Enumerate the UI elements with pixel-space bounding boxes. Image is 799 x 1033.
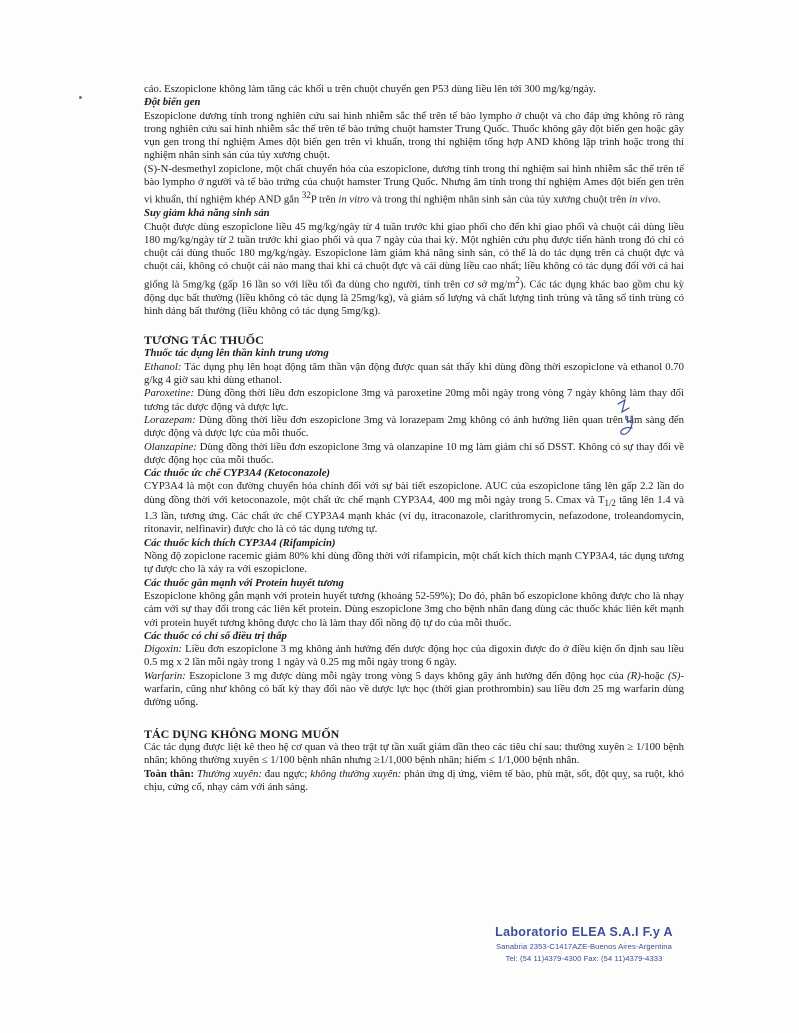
text-run: và trong thí nghiệm nhân sinh sản của tủy xương chuột trên: [369, 193, 630, 206]
narrow-index-heading: Các thuốc có chỉ số điều trị thấp: [144, 629, 287, 642]
adverse-effects-heading: TÁC DỤNG KHÔNG MONG MUỐN: [144, 726, 340, 741]
drug-interactions-heading: TƯƠNG TÁC THUỐC: [144, 333, 264, 348]
text-run: Chuột được dùng eszopiclone liều 45 mg/kg/ngày từ 4 tuần trước khi giao phối cho đến khi giao phối và chuột cái dùng liều 180 mg/kg/ngày từ 2 tuần trước khi giao phối và qua 7 ngày của thai kỳ. Một nghiên cứu phụ được tiến hành trong đó chỉ có chuột cái dùng thuốc 180 mg/kg/ngày. Eszopiclone làm giảm khả năng sinh sản, có thể là do tác dụng trên cả chuột đực và chuột cái, không có chuột cái nào mang thai khi cả chuột đực và cái dùng liều cao nhất; liều không có tác dụng đối với cả hai giống là 5mg/kg (gấp 16 lần so với liều tối đa dùng cho người, tính trên cơ sở mg/m: [144, 220, 684, 291]
fertility-paragraph: [144, 221, 684, 319]
cyp3a4-inhibitors-heading: Các thuốc ức chế CYP3A4 (Ketoconazole): [144, 467, 330, 480]
text-run: Tác dụng phụ lên hoạt động tâm thần vận động được quan sát thấy khi dùng đồng thời eszopiclone và ethanol 0.70 g/kg 4 giờ sau khi dùng ethanol.: [144, 360, 684, 387]
company-stamp: [474, 925, 694, 963]
paroxetine-paragraph: [144, 387, 684, 414]
text-run: -hoặc: [640, 669, 668, 682]
text-run: Dùng đồng thời liều đơn eszopiclone 3mg và olanzapine 10 mg làm giảm chỉ số DSST. Không có sự thay đổi về dược động học của mỗi thuốc.: [144, 440, 684, 466]
text-run: đau ngực;: [261, 767, 311, 780]
frequency-label: Thường xuyên:: [196, 767, 262, 780]
fertility-heading: Suy giảm khả năng sinh sản: [144, 207, 270, 220]
stamp-address: Sanabria 2353-C1417AZE-Buenos Aires-Argentina: [496, 942, 672, 951]
superscript: 32: [301, 190, 311, 201]
text-run: .: [657, 193, 661, 206]
text-run: -warfarin, cũng như không có bất kỳ thay đổi nào về dược lực học (thời gian prothrombin) sau liều đơn 25 mg warfarin dùng đường uống.: [144, 669, 684, 709]
stamp-phone-fax: Tel: (54 11)4379-4300 Fax: (54 11)4379-4333: [505, 954, 663, 963]
protein-binding-paragraph: Eszopiclone không gắn mạnh với protein huyết tương (khoảng 52-59%); Do đó, phân bố eszopiclone không được cho là nhạy cảm với sự thay đổi trong các liên kết protein. Dùng eszopiclone 3mg cho bệnh nhân đang dùng các thuốc khác liên kết mạnh với protein huyết tương không được cho là làm thay đổi nồng độ tự do của mỗi thuốc.: [144, 589, 684, 629]
drug-label: Olanzapine:: [144, 440, 197, 453]
text-run: ). Các tác dụng khác bao gồm chu kỳ động dục bất thường (liều không có tác dụng là 25mg/kg), và giảm số lượng và chất lượng tinh trùng và tăng số tinh trùng có hình dáng bất thường (liều không có tác dụng 5mg/kg).: [144, 278, 685, 317]
handwritten-signature: [612, 396, 646, 440]
in-vitro-term: in vitro: [338, 193, 370, 206]
cyp3a4-inhibitors-paragraph: [144, 480, 684, 536]
enantiomer-s: (S): [667, 669, 681, 682]
text-run: Dùng đồng thời liều đơn eszopiclone 3mg và lorazepam 2mg không có ảnh hưởng liên quan trên lâm sàng đến dược động và dược lực của mỗi thuốc.: [144, 413, 684, 440]
olanzapine-paragraph: [144, 441, 684, 468]
protein-binding-heading: Các thuốc gắn mạnh với Protein huyết tương: [144, 576, 344, 589]
cns-drugs-heading: Thuốc tác dụng lên thần kinh trung ương: [144, 347, 329, 360]
in-vivo-term: in vivo: [629, 193, 658, 206]
system-label: Toàn thân:: [144, 767, 195, 780]
cyp3a4-inducers-heading: Các thuốc kích thích CYP3A4 (Rifampicin): [144, 536, 336, 549]
adverse-effects-intro: Các tác dụng được liệt kê theo hệ cơ quan và theo trật tự tần xuất giảm dần theo các tiêu chí sau: thường xuyên ≥ 1/100 bệnh nhân; không thường xuyên ≤ 1/100 bệnh nhân nhưng ≥1/1,000 bệnh nhân; hiếm ≤ 1/1,000 bệnh nhân.: [144, 740, 684, 767]
enantiomer-r: (R): [627, 669, 641, 682]
text-run: Liều đơn eszopiclone 3 mg không ảnh hưởng đến dược động học của digoxin được đo ở điều kiện ổn định sau liều 0.5 mg x 2 lần mỗi ngày trong 1 ngày và 0.25 mg mỗi ngày trong 6 ngày.: [144, 643, 684, 669]
text-run: phản ứng dị ứng, viêm tế bào, phù mặt, sốt, đột quỵ, sa ruột, khó chịu, cứng cổ, nhạy cảm với ánh sáng.: [144, 767, 684, 793]
mutagenesis-heading: Đột biến gen: [144, 96, 201, 109]
mutagenesis-paragraph-2: [144, 163, 684, 207]
superscript: 2: [515, 274, 520, 285]
text-run: Eszopiclone 3 mg được dùng mỗi ngày trong vòng 5 days không gây ảnh hưởng đến động học của: [185, 669, 628, 682]
frequency-label: không thường xuyên:: [310, 767, 402, 780]
text-run: P trên: [310, 193, 339, 206]
stamp-company-name: Laboratorio ELEA S.A.I F.y A: [495, 925, 673, 939]
warfarin-paragraph: [144, 670, 684, 710]
ethanol-paragraph: [144, 361, 684, 388]
lorazepam-paragraph: [144, 414, 684, 441]
carcinogenesis-end-paragraph: cáo. Eszopiclone không làm tăng các khối u trên chuột chuyển gen P53 dùng liều lên tới 300 mg/kg/ngày.: [144, 83, 596, 95]
text-run: tăng lên 1.4 và 1.3 lần, tương ứng. Các chất ức chế CYP3A4 mạnh khác (ví dụ, itraconazole, clarithromycin, nefazodone, troleandomycin, ritonavir, nelfinavir) được cho là có tác dụng tương tự.: [144, 493, 685, 536]
document-body: [144, 83, 684, 794]
scan-mark: [79, 96, 82, 99]
mutagenesis-paragraph-1: Eszopiclone dương tính trong nghiên cứu sai hình nhiễm sắc thể trên tế bào lympho ở chuột và cho đáp ứng không rõ ràng trong nghiên cứu sai hình nhiễm sắc thể trên tế bào trứng chuột hamster Trung Quốc. Thuốc không gây đột biến gen hoặc gây vụn gen trong thí nghiệm Ames đột biến gen trên vi khuẩn, trong thí nghiệm tổng hợp AND không lập trình hoặc trong thí nghiệm nhân sinh sản của tủy xương chuột.: [144, 109, 684, 162]
text-run: Dùng đồng thời liều đơn eszopiclone 3mg và paroxetine 20mg mỗi ngày trong vòng 7 ngày không làm thay đổi tương tác dược động và dược lực.: [144, 387, 684, 413]
cyp3a4-inducers-paragraph: Nồng độ zopiclone racemic giảm 80% khi dùng đồng thời với rifampicin, một chất kích thích mạnh CYP3A4, tác dụng tương tự được cho là xảy ra với eszopiclone.: [144, 550, 684, 576]
whole-body-paragraph: [144, 768, 684, 795]
drug-label: Paroxetine:: [144, 387, 195, 400]
drug-label: Digoxin:: [144, 643, 182, 656]
drug-label: Warfarin:: [144, 669, 186, 682]
subscript: 1/2: [604, 497, 616, 508]
drug-label: Lorazepam:: [144, 413, 196, 426]
drug-label: Ethanol:: [144, 360, 182, 373]
text-run: CYP3A4 là một con đường chuyển hóa chính đối với sự bài tiết eszopiclone. AUC của eszopiclone tăng lên gấp 2.2 lần do dùng đồng thời với ketoconazole, một chất ức chế mạnh CYP3A4, 400 mg mỗi ngày trong 5. Cmax và T: [144, 480, 684, 506]
digoxin-paragraph: [144, 643, 684, 670]
text-run: (S)-N-desmethyl zopiclone, một chất chuyển hóa của eszopiclone, dương tính trong thí nghiệm sai hình nhiễm sắc thể trên tế bào lympho ở người và tế bào trứng của chuột hamster Trung Quốc. Nhưng âm tính trong thí nghiệm Ames đột biến gen trên vi khuẩn, thí nghiệm khép AND gắn: [144, 162, 684, 206]
